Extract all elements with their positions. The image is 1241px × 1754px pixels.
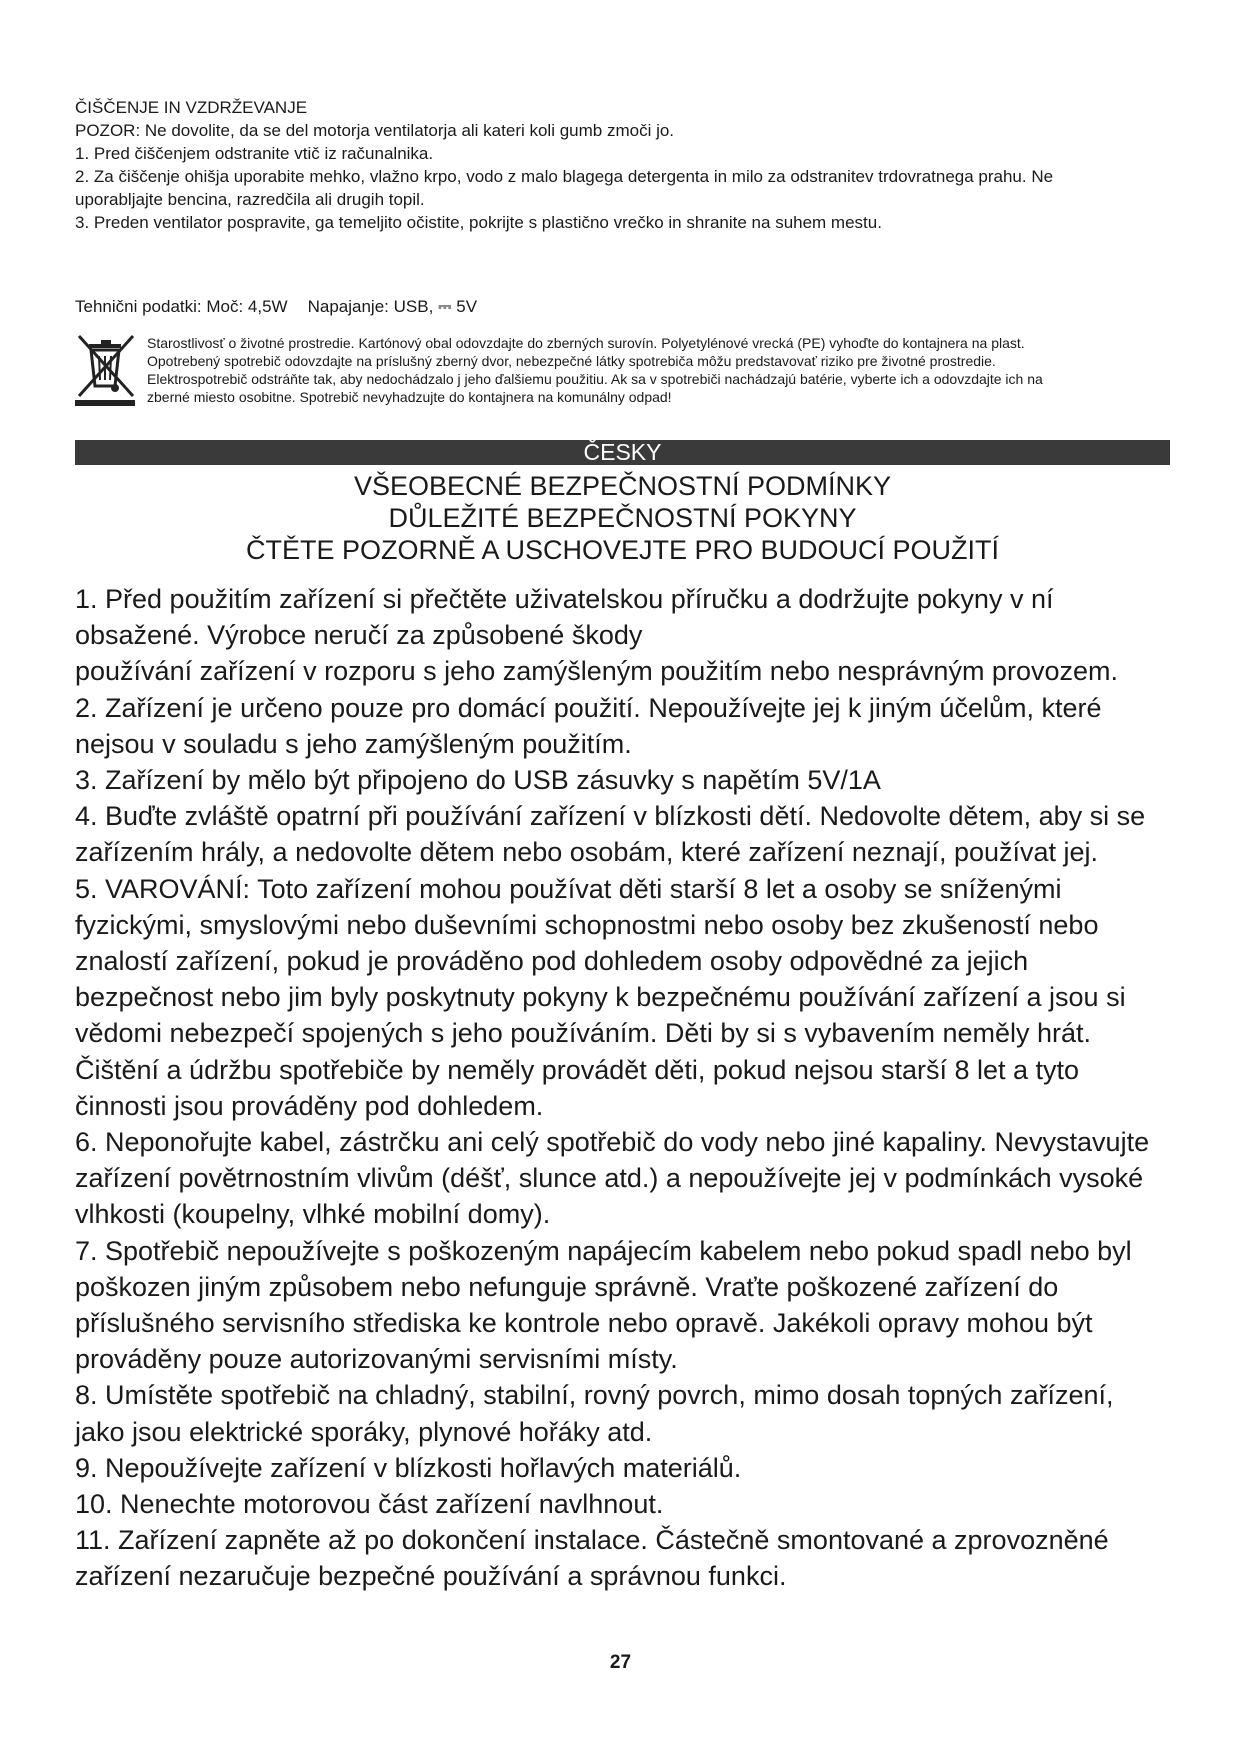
text-line: 1. Pred čiščenjem odstranite vtič iz računalnika. xyxy=(75,144,434,163)
text-line: Starostlivosť o životné prostredie. Kartónový obal odovzdajte do zberných surovín. Polyetylénové vrecká (PE) vyhoďte do kontajnera na plast. xyxy=(147,335,1025,351)
text-line: Elektrospotrebič odstráňte tak, aby nedochádzalo j jeho ďalšiemu použitiu. Ak sa v spotrebiči nachádzajú batérie, vyberte ich a odovzdajte ich na xyxy=(147,371,1043,387)
title-line-2: DŮLEŽITÉ BEZPEČNOSTNÍ POKYNY xyxy=(388,503,857,533)
crossed-out-wheelie-bin-icon xyxy=(75,330,139,406)
text-line: zařízení nezaručuje bezpečné používání a správnou funkci. xyxy=(75,1561,787,1592)
text-line: 11. Zařízení zapněte až po dokončení instalace. Částečně smontované a zprovozněné xyxy=(75,1525,1109,1556)
text-line: 10. Nenechte motorovou část zařízení navlhnout. xyxy=(75,1489,664,1520)
text-line: prováděny pouze autorizovanými servisními místy. xyxy=(75,1344,678,1375)
text-line: 8. Umístěte spotřebič na chladný, stabilní, rovný povrch, mimo dosah topných zařízení, xyxy=(75,1380,1114,1411)
weee-text xyxy=(147,334,1207,406)
text-line: 7. Spotřebič nepoužívejte s poškozeným napájecím kabelem nebo pokud spadl nebo byl xyxy=(75,1235,1132,1266)
text-line: zberné miesto osobitne. Spotrebič nevyhadzujte do kontajnera na komunálny odpad! xyxy=(147,389,672,405)
text-line: 6. Neponořujte kabel, zástrčku ani celý spotřebič do vody nebo jiné kapaliny. Nevystavujte xyxy=(75,1127,1150,1158)
title-line-1: VŠEOBECNÉ BEZPEČNOSTNÍ PODMÍNKY xyxy=(353,471,892,501)
text-line: znalostí zařízení, pokud je prováděno pod dohledem osoby odpovědné za jejich xyxy=(75,946,1029,977)
technical-data xyxy=(75,296,477,318)
text-line: 1. Před použitím zařízení si přečtěte uživatelskou příručku a dodržujte pokyny v ní xyxy=(75,584,1054,614)
title-line-3: ČTĚTE POZORNĚ A USCHOVEJTE PRO BUDOUCÍ POUŽITÍ xyxy=(245,535,1000,565)
language-band: ČESKY xyxy=(75,440,1170,465)
text-line: 9. Nepoužívejte zařízení v blízkosti hořlavých materiálů. xyxy=(75,1452,742,1483)
section-heading: ČIŠČENJE IN VZDRŽEVANJE xyxy=(75,98,308,117)
text-line: činnosti jsou prováděny pod dohledem. xyxy=(75,1090,544,1121)
text-line: vědomi nebezpečí spojených s jeho používáním. Děti by si s vybavením neměly hrát. xyxy=(75,1018,1092,1049)
text-line: POZOR: Ne dovolite, da se del motorja ventilatorja ali kateri koli gumb zmoči jo. xyxy=(75,121,675,140)
czech-titles xyxy=(75,470,1170,566)
text-line: Opotrebený spotrebič odovzdajte na príslušný zberný dvor, nebezpečné látky spotrebiča môžu predstavovať riziko pre životné prostredie. xyxy=(147,353,996,369)
text-line: bezpečnost nebo jim byly poskytnuty pokyny k bezpečnému používání zařízení a jsou si xyxy=(75,982,1126,1013)
text-line: zařízením hrály, a nedovolte dětem nebo osobám, které zařízení neznají, používat jej. xyxy=(75,837,1099,868)
text-line: 2. Zařízení je určeno pouze pro domácí použití. Nepoužívejte jej k jiným účelům, které xyxy=(75,692,1102,723)
text-line: jako jsou elektrické sporáky, plynové hořáky atd. xyxy=(75,1416,653,1447)
text-line: nejsou v souladu s jeho zamýšleným použitím. xyxy=(75,728,632,759)
text-line: obsažené. Výrobce neručí za způsobené škody xyxy=(75,620,643,651)
text-line: 3. Preden ventilator pospravite, ga temeljito očistite, pokrijte s plastično vrečko in shranite na suhem mestu. xyxy=(75,213,882,232)
text-line: 5. VAROVÁNÍ: Toto zařízení mohou používat děti starší 8 let a osoby se sníženými xyxy=(75,873,1062,904)
text-line: zařízení povětrnostním vlivům (déšť, slunce atd.) a nepoužívejte jej v podmínkách vysoké xyxy=(75,1163,1144,1194)
text-line: 3. Zařízení by mělo být připojeno do USB zásuvky s napětím 5V/1A xyxy=(75,765,881,796)
czech-safety-instructions xyxy=(75,581,1175,1595)
text-line: 2. Za čiščenje ohišja uporabite mehko, vlažno krpo, vodo z malo blagega detergenta in milo za odstranitev trdovratnega prahu. Ne xyxy=(75,167,1054,186)
text-line: používání zařízení v rozporu s jeho zamýšleným použitím nebo nesprávným provozem. xyxy=(75,656,1118,687)
text-line: příslušného servisního střediska ke kontrole nebo opravě. Jakékoli opravy mohou být xyxy=(75,1308,1093,1339)
text-line: 4. Buďte zvláště opatrní při používání zařízení v blízkosti dětí. Nedovolte dětem, aby si se xyxy=(75,801,1146,832)
text-line: Čištění a údržbu spotřebiče by neměly provádět děti, pokud nejsou starší 8 let a tyto xyxy=(75,1054,1080,1085)
slovenian-cleaning-section xyxy=(75,96,1165,234)
tech-supply: Napajanje: USB, ⎓ 5V xyxy=(307,297,478,316)
text-line: poškozen jiným způsobem nebo nefunguje správně. Vraťte poškozené zařízení do xyxy=(75,1271,1059,1302)
tech-power: Tehnični podatki: Moč: 4,5W xyxy=(75,297,288,316)
weee-notice xyxy=(75,330,1205,422)
text-line: uporabljajte bencina, razredčila ali drugih topil. xyxy=(75,190,425,209)
text-line: fyzickými, smyslovými nebo duševními schopnostmi nebo osoby bez zkušeností nebo xyxy=(75,909,1099,940)
text-line: vlhkosti (koupelny, vlhké mobilní domy). xyxy=(75,1199,551,1230)
page-number: 27 xyxy=(609,1652,632,1673)
